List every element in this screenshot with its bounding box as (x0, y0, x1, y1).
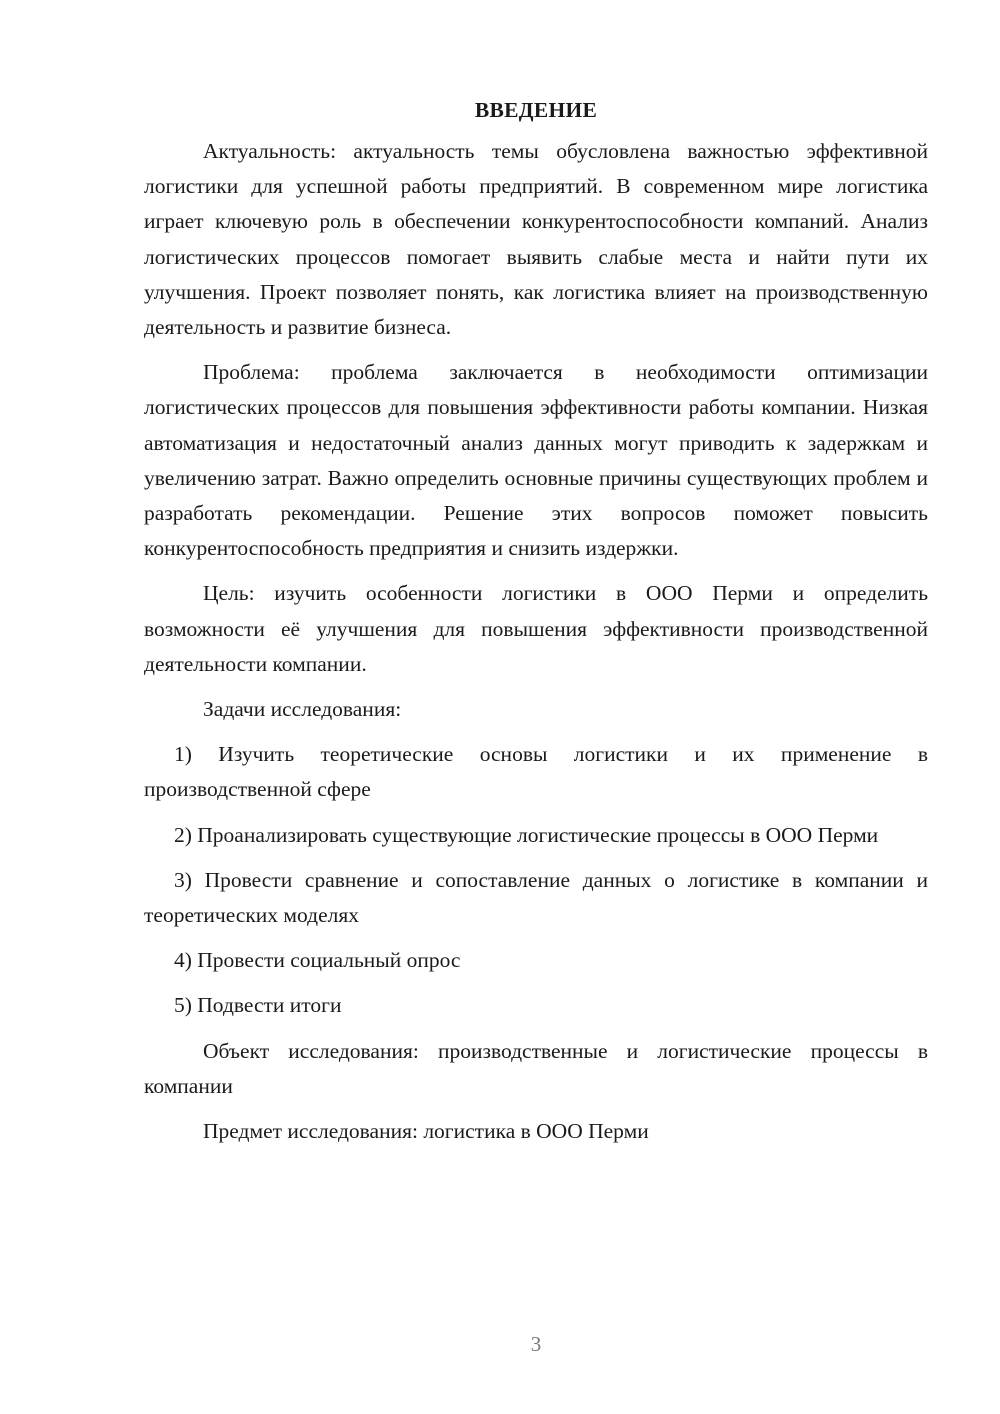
paragraph-subject: Предмет исследования: логистика в ООО Перми (203, 1119, 649, 1144)
paragraph-relevance: Актуальность: актуальность темы обусловлена важностью эффективной логистики для успешной работы предприятий. В современном мире логистика играет ключевую роль в обеспечении конкурентоспособности компаний. Анализ логистических процессов помогает выявить слабые места и найти пути их улучшения. Проект позволяет понять, как логистика влияет на производственную деятельность и развитие бизнеса. (144, 139, 928, 340)
paragraph-problem: Проблема: проблема заключается в необходимости оптимизации логистических процессов для повышения эффективности работы компании. Низкая автоматизация и недостаточный анализ данных могут приводить к задержкам и увеличению затрат. Важно определить основные причины существующих проблем и разработать рекомендации. Решение этих вопросов поможет повысить конкурентоспособность предприятия и снизить издержки. (144, 360, 928, 561)
section-title: ВВЕДЕНИЕ (474, 98, 598, 122)
tasks-heading: Задачи исследования: (203, 697, 402, 722)
task-item-5: 5) Подвести итоги (174, 993, 342, 1018)
page-body (144, 92, 928, 1159)
paragraph-goal: Цель: изучить особенности логистики в ООО Перми и определить возможности её улучшения для повышения эффективности производственной деятельности компании. (144, 581, 928, 676)
paragraph-object: Объект исследования: производственные и логистические процессы в компании (144, 1038, 928, 1098)
page-number: 3 (530, 1332, 542, 1356)
task-item-2: 2) Проанализировать существующие логистические процессы в ООО Перми (174, 822, 879, 847)
task-item-3: 3) Провести сравнение и сопоставление данных о логистике в компании и теоретических моделях (144, 867, 928, 928)
task-item-4: 4) Провести социальный опрос (174, 948, 461, 973)
task-item-1: 1) Изучить теоретические основы логистики и их применение в производственной сфере (144, 742, 928, 802)
